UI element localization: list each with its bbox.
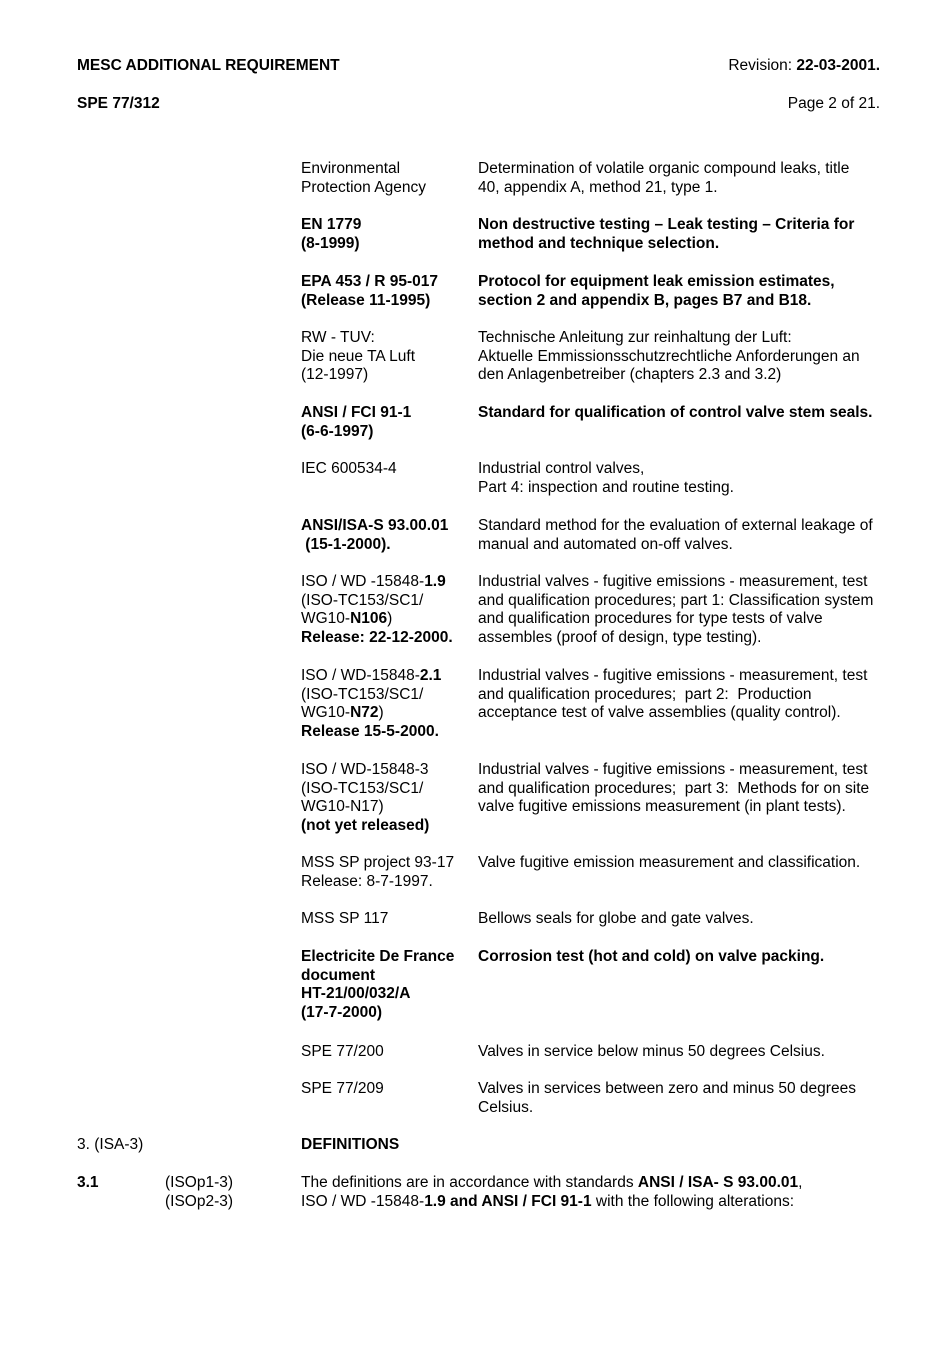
reference-description	[478, 910, 893, 929]
reference-id	[301, 460, 471, 479]
paragraph-text: with the following alterations:	[591, 1192, 795, 1210]
reference-line: MSS SP project 93-17	[301, 854, 455, 871]
description-line: manual and automated on-off valves.	[478, 535, 733, 553]
paragraph-text: ISO / WD -15848-	[301, 1192, 425, 1210]
section-tag: (ISOp1-3)	[165, 1174, 234, 1191]
reference-description	[478, 404, 893, 423]
reference-id	[301, 667, 471, 741]
description-line: Industrial control valves,	[478, 460, 645, 477]
description-line: Technische Anleitung zur reinhaltung der Luft:	[478, 329, 792, 346]
reference-line: Protection Agency	[301, 178, 426, 196]
description-line: Protocol for equipment leak emission estimates,	[478, 273, 835, 290]
reference-line: (17-7-2000)	[301, 1003, 382, 1021]
description-line: and qualification procedures; part 3: Methods for on site	[478, 779, 870, 797]
description-line: Determination of volatile organic compound leaks, title	[478, 160, 850, 177]
paragraph-text: ,	[798, 1174, 803, 1191]
paragraph-line	[301, 1174, 901, 1193]
reference-text: ISO / WD -15848-	[301, 573, 425, 590]
revision-value: 22-03-2001.	[796, 57, 880, 74]
standard-reference: ANSI / ISA- S 93.00.01	[637, 1174, 799, 1191]
reference-text: WG10-	[301, 704, 351, 721]
standard-reference: 1.9 and ANSI / FCI 91-1	[424, 1192, 592, 1210]
description-line: Valves in services between zero and minus 50 degrees	[478, 1080, 856, 1097]
description-line: Industrial valves - fugitive emissions - measurement, test	[478, 761, 868, 778]
reference-line: SPE 77/200	[301, 1043, 384, 1060]
reference-line	[301, 704, 471, 723]
reference-description	[478, 1080, 893, 1117]
reference-line: Environmental	[301, 160, 401, 177]
reference-version: 1.9	[424, 573, 446, 590]
reference-description	[478, 517, 893, 554]
description-line: Industrial valves - fugitive emissions - measurement, test	[478, 573, 868, 590]
reference-description	[478, 761, 893, 817]
reference-text: )	[387, 610, 393, 627]
paragraph-text: The definitions are in accordance with standards	[301, 1174, 638, 1191]
reference-release: (not yet released)	[301, 816, 430, 834]
section-tag: (ISOp2-3)	[165, 1192, 234, 1210]
revision-label: Revision:	[728, 57, 797, 74]
reference-line: Electricite De France	[301, 948, 455, 965]
reference-line	[301, 667, 471, 686]
description-line: Standard for qualification of control valve stem seals.	[478, 404, 873, 421]
doc-id: SPE 77/312	[77, 95, 160, 112]
reference-id	[301, 517, 471, 554]
revision	[728, 57, 880, 75]
reference-id	[301, 1043, 471, 1062]
description-line: and qualification procedures; part 2: Production	[478, 685, 812, 703]
reference-description	[478, 948, 893, 967]
reference-id	[301, 1080, 471, 1099]
page-number: Page 2 of 21.	[787, 95, 880, 112]
description-line: valve fugitive emissions measurement (in plant tests).	[478, 798, 846, 815]
reference-line: ANSI / FCI 91-1	[301, 404, 412, 421]
section-title: DEFINITIONS	[301, 1136, 400, 1153]
reference-line: MSS SP 117	[301, 910, 389, 927]
reference-line: WG10-N17)	[301, 798, 384, 815]
description-line: Valve fugitive emission measurement and classification.	[478, 854, 861, 871]
reference-release: Release 15-5-2000.	[301, 722, 439, 740]
reference-id	[301, 573, 471, 647]
reference-description	[478, 460, 893, 497]
reference-line: HT-21/00/032/A	[301, 985, 411, 1002]
reference-line: SPE 77/209	[301, 1080, 384, 1097]
reference-description	[478, 667, 893, 723]
reference-line: IEC 600534-4	[301, 460, 397, 477]
reference-text: ISO / WD-15848-	[301, 667, 420, 684]
reference-line: (6-6-1997)	[301, 422, 374, 440]
description-line: Part 4: inspection and routine testing.	[478, 478, 734, 496]
reference-id	[301, 404, 471, 441]
description-line: and qualification procedures; part 1: Classification system	[478, 591, 874, 609]
reference-id	[301, 761, 471, 835]
paragraph-line	[301, 1193, 901, 1212]
reference-line: (ISO-TC153/SC1/	[301, 779, 424, 797]
description-line: 40, appendix A, method 21, type 1.	[478, 178, 718, 196]
section-number: 3.1	[77, 1174, 99, 1191]
description-line: Non destructive testing – Leak testing – Criteria for	[478, 216, 855, 233]
description-line: Standard method for the evaluation of external leakage of	[478, 517, 873, 534]
reference-line	[301, 573, 471, 592]
reference-line: (Release 11-1995)	[301, 291, 431, 309]
description-line: method and technique selection.	[478, 234, 720, 252]
reference-line: (ISO-TC153/SC1/	[301, 591, 424, 609]
reference-line: document	[301, 966, 376, 984]
reference-line: (8-1999)	[301, 234, 360, 252]
reference-line: (12-1997)	[301, 366, 369, 383]
reference-id	[301, 160, 471, 197]
reference-line: (15-1-2000).	[301, 535, 391, 553]
description-line: Valves in service below minus 50 degrees Celsius.	[478, 1043, 825, 1060]
reference-description	[478, 160, 893, 197]
description-line: section 2 and appendix B, pages B7 and B18.	[478, 291, 812, 309]
reference-description	[478, 273, 893, 310]
reference-line: EN 1779	[301, 216, 362, 233]
reference-id	[301, 329, 471, 385]
reference-text: )	[378, 704, 384, 721]
reference-line: RW - TUV:	[301, 329, 375, 346]
reference-id	[301, 854, 471, 891]
doc-title: MESC ADDITIONAL REQUIREMENT	[77, 57, 340, 74]
description-line: and qualification procedures for type tests of valve	[478, 610, 823, 627]
reference-description	[478, 1043, 893, 1062]
description-line: Industrial valves - fugitive emissions - measurement, test	[478, 667, 868, 684]
reference-id	[301, 910, 471, 929]
reference-line: ANSI/ISA-S 93.00.01	[301, 517, 449, 534]
reference-description	[478, 329, 893, 385]
reference-description	[478, 216, 893, 253]
reference-doc-number: N106	[350, 610, 388, 627]
reference-line: Die neue TA Luft	[301, 347, 416, 365]
reference-text: WG10-	[301, 610, 351, 627]
reference-description	[478, 854, 893, 873]
reference-id	[301, 948, 471, 1022]
description-line: Celsius.	[478, 1098, 534, 1116]
reference-version: 2.1	[419, 667, 442, 684]
reference-id	[301, 216, 471, 253]
reference-line: (ISO-TC153/SC1/	[301, 685, 424, 703]
reference-id	[301, 273, 471, 310]
description-line: Aktuelle Emmissionsschutzrechtliche Anforderungen an	[478, 347, 860, 365]
reference-line: EPA 453 / R 95-017	[301, 273, 438, 290]
reference-description	[478, 573, 893, 647]
section-label: 3. (ISA-3)	[77, 1136, 144, 1153]
reference-doc-number: N72	[350, 704, 379, 721]
description-line: acceptance test of valve assemblies (quality control).	[478, 704, 841, 721]
description-line: Bellows seals for globe and gate valves.	[478, 910, 754, 927]
reference-line: ISO / WD-15848-3	[301, 761, 429, 778]
section-tags	[165, 1174, 233, 1211]
reference-line	[301, 610, 471, 629]
section-paragraph	[301, 1174, 901, 1211]
reference-release: Release: 22-12-2000.	[301, 628, 453, 646]
description-line: assembles (proof of design, type testing).	[478, 628, 762, 646]
description-line: Corrosion test (hot and cold) on valve packing.	[478, 948, 825, 965]
reference-line: Release: 8-7-1997.	[301, 872, 433, 890]
description-line: den Anlagenbetreiber (chapters 2.3 and 3.2)	[478, 366, 782, 383]
